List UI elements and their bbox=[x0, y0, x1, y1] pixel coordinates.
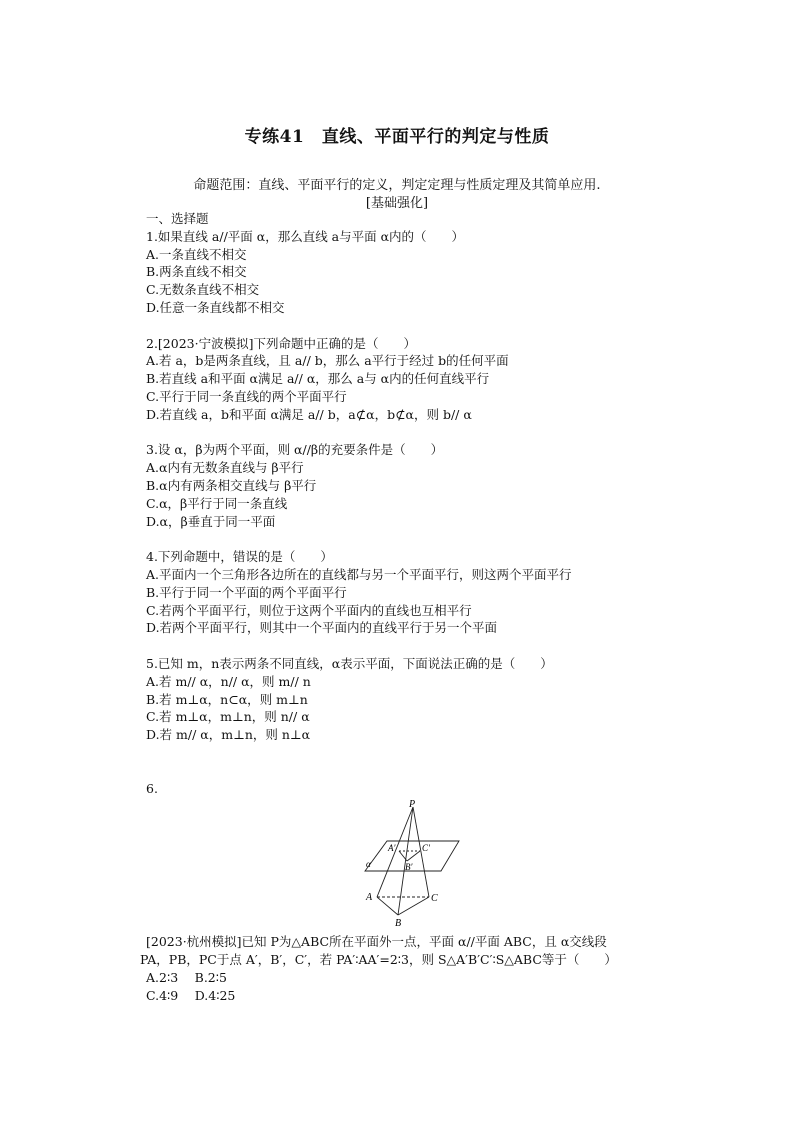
edge-ab bbox=[377, 897, 398, 915]
label-alpha: α bbox=[366, 859, 371, 870]
option-d: D.任意一条直线都不相交 bbox=[146, 299, 285, 315]
option-a: A.平面内一个三角形各边所在的直线都与另一个平面平行，则这两个平面平行 bbox=[146, 566, 572, 582]
question-6 bbox=[140, 780, 656, 1005]
question-3 bbox=[146, 441, 656, 530]
label-c: C bbox=[431, 893, 438, 905]
label-b: B bbox=[395, 918, 402, 930]
question-2 bbox=[146, 335, 656, 424]
option-d: D.α，β垂直于同一平面 bbox=[146, 513, 276, 529]
question-stem: 2.[2023·宁波模拟]下列命题中正确的是（ ） bbox=[146, 335, 416, 351]
option-c: C.无数条直线不相交 bbox=[146, 282, 260, 298]
options-row-1: A.2∶3 B.2∶5 bbox=[146, 969, 227, 985]
option-b: B.平行于同一个平面的两个平面平行 bbox=[146, 584, 347, 600]
label-p: P bbox=[409, 799, 416, 811]
option-b: B.若直线 a和平面 α满足 a// α，那么 a与 α内的任何直线平行 bbox=[146, 371, 490, 387]
edge-b1c1 bbox=[407, 851, 420, 861]
option-a: A.α内有无数条直线与 β平行 bbox=[146, 460, 304, 476]
scope-text: 命题范围：直线、平面平行的定义，判定定理与性质定理及其简单应用. bbox=[193, 178, 601, 193]
question-4 bbox=[146, 548, 656, 637]
option-c: C.α，β平行于同一条直线 bbox=[146, 495, 288, 511]
option-c: C.若两个平面平行，则位于这两个平面内的直线也互相平行 bbox=[146, 602, 472, 618]
option-d: D.若直线 a，b和平面 α满足 a// b，a⊄α，b⊄α，则 b// α bbox=[146, 406, 472, 422]
pyramid-diagram bbox=[361, 799, 471, 929]
question-stem: 5.已知 m，n表示两条不同直线，α表示平面，下面说法正确的是（ ） bbox=[146, 655, 553, 671]
option-d: D.若 m// α，m⊥n，则 n⊥α bbox=[146, 727, 311, 743]
level-label: [基础强化] bbox=[365, 196, 429, 211]
edge-bc bbox=[398, 897, 429, 915]
option-c: C.若 m⊥α，m⊥n，则 n// α bbox=[146, 709, 310, 725]
question-stem-continued: PA，PB，PC于点 A′，B′，C′，若 PA′∶AA′=2∶3，则 S△A′B′C′∶S△ABC等于（ ） bbox=[140, 952, 617, 968]
question-stem: 1.如果直线 a//平面 α，那么直线 a与平面 α内的（ ） bbox=[146, 228, 465, 244]
option-d: D.若两个平面平行，则其中一个平面内的直线平行于另一个平面 bbox=[146, 620, 498, 636]
question-1 bbox=[146, 228, 656, 317]
option-b: B.若 m⊥α，n⊂α，则 m⊥n bbox=[146, 691, 308, 707]
option-b: B.α内有两条相交直线与 β平行 bbox=[146, 477, 317, 493]
option-b: B.两条直线不相交 bbox=[146, 264, 247, 280]
label-a1: A′ bbox=[388, 843, 396, 854]
question-stem: 4.下列命题中，错误的是（ ） bbox=[146, 549, 333, 565]
options-row-2: C.4∶9 D.4∶25 bbox=[146, 987, 236, 1003]
section-heading: 一、选择题 bbox=[146, 211, 209, 226]
edge-pb bbox=[398, 807, 413, 915]
question-list bbox=[140, 210, 656, 1004]
question-stem: [2023·杭州模拟]已知 P为△ABC所在平面外一点，平面 α//平面 ABC，且 α交线段 bbox=[146, 934, 607, 950]
page-title: 专练41 直线、平面平行的判定与性质 bbox=[244, 127, 550, 147]
label-b1: B′ bbox=[405, 862, 413, 873]
option-a: A.若 m// α，n// α，则 m// n bbox=[146, 673, 311, 689]
option-a: A.若 a，b是两条直线，且 a// b，那么 a平行于经过 b的任何平面 bbox=[146, 353, 509, 369]
question-stem: 3.设 α，β为两个平面，则 α//β的充要条件是（ ） bbox=[146, 442, 444, 458]
option-c: C.平行于同一条直线的两个平面平行 bbox=[146, 388, 347, 404]
question-5 bbox=[146, 655, 656, 744]
label-a: A bbox=[366, 892, 373, 904]
question-number: 6. bbox=[146, 780, 158, 796]
label-c1: C′ bbox=[422, 843, 430, 854]
option-a: A.一条直线不相交 bbox=[146, 246, 247, 262]
pyramid-figure bbox=[361, 799, 471, 929]
